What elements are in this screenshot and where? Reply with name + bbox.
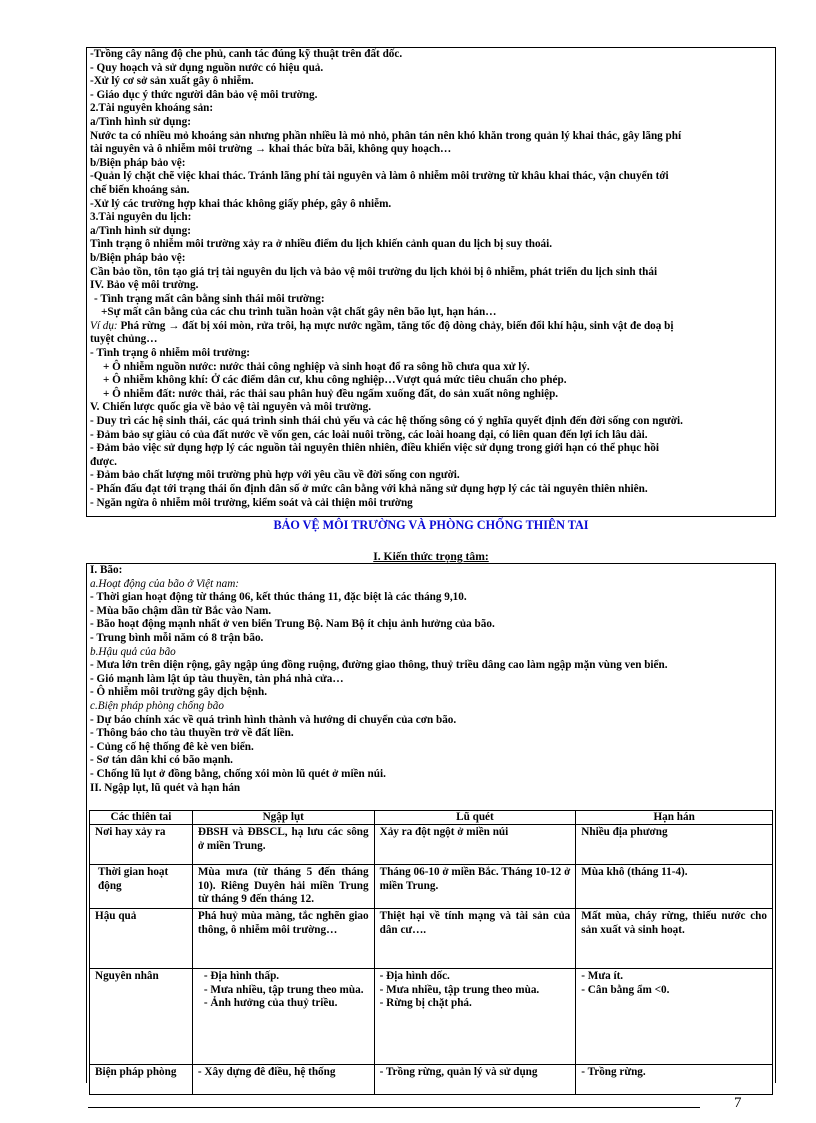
table-cell: Thiệt hại về tính mạng và tài sản của dân cư…. [374,909,576,969]
text-line: - Phấn đấu đạt tới trạng thái ổn định dân số ở mức cân bằng với khả năng sử dụng hợp lý các tài nguyên thiên nhiên. [90,483,648,495]
table-header: Lũ quét [374,811,576,825]
text-line: - Ngăn ngừa ô nhiễm môi trường, kiểm soát và cải thiện môi trường [90,496,413,509]
text-line: -Xử lý các trường hợp khai thác không giấy phép, gây ô nhiễm. [90,197,392,210]
text-line: - Trung bình mỗi năm có 8 trận bão. [90,631,264,644]
table-row [90,909,773,969]
table-cell: Mất mùa, cháy rừng, thiếu nước cho sản xuất và sinh hoạt. [576,909,773,969]
section-subtitle: I. Kiến thức trọng tâm: [373,550,489,563]
row-label: Nguyên nhân [90,969,193,1065]
table-cell: Phá huỷ mùa màng, tắc nghẽn giao thông, ô nhiễm môi trường… [192,909,374,969]
table-row [90,969,773,1065]
subheading: b/Biện pháp bảo vệ: [90,156,186,169]
table-header: Hạn hán [576,811,773,825]
text-line: - Mùa bão chậm dần từ Bắc vào Nam. [90,604,272,617]
table-cell [192,969,374,1065]
text-line: -Quản lý chặt chẽ việc khai thác. Tránh lãng phí tài nguyên và làm ô nhiễm môi trường từ khâu khai thác, vận chuyển tới [90,170,669,183]
subheading: a/Tình hình sử dụng: [90,224,191,237]
row-label: Thời gian hoạt động [90,865,193,909]
text-line: -Xử lý cơ sở sản xuất gây ô nhiễm. [90,75,254,88]
table-cell [374,969,576,1065]
page-number: 7 [734,1095,742,1111]
text-line: chế biến khoáng sản. [90,183,190,196]
text-line: - Mưa lớn trên diện rộng, gây ngập úng đồng ruộng, đường giao thông, thuỷ triều dâng cao làm ngập mặn vùng ven biển. [90,659,668,672]
text-line: - Tình trạng mất cân bằng sinh thái môi trường: [94,292,325,305]
table-cell: Xảy ra đột ngột ở miền núi [374,825,576,865]
cell-line: - Mưa ít. [581,970,624,983]
text-line: +Sự mất cân bằng của các chu trình tuần hoàn vật chất gây nên bão lụt, hạn hán… [101,306,497,319]
heading-storm: I. Bão: [90,564,123,576]
example-label: Ví dụ: [90,319,118,332]
text-line: tuyệt chủng… [90,333,158,346]
subheading: b/Biện pháp bảo vệ: [90,251,186,264]
table-cell: - Trồng rừng. [576,1065,773,1095]
text-line: - Duy trì các hệ sinh thái, các quá trình sinh thái chủ yếu và các hệ thống sông có ý nghĩa quyết định đến đời sống con người. [90,415,683,428]
text-line: - Tình trạng ô nhiễm môi trường: [90,347,251,360]
text-line: - Giáo dục ý thức người dân bảo vệ môi trường. [90,88,318,101]
cell-line: - Địa hình thấp. [203,970,280,983]
cell-line: - Địa hình dốc. [379,970,450,983]
content-box-resources [86,47,776,517]
text-line: + Ô nhiễm đất: nước thải, rác thải sau phân huỷ đều ngấm xuống đất, do sản xuất nông nghiệp. [103,387,559,400]
text-line: được. [90,455,117,468]
row-label: Nơi hay xảy ra [90,825,193,865]
text-line: Tình trạng ô nhiễm môi trường xảy ra ở nhiều điểm du lịch khiến cảnh quan du lịch bị suy thoái. [90,238,553,251]
text-line: - Quy hoạch và sử dụng nguồn nước có hiệu quả. [90,61,324,74]
example-line [90,320,772,334]
text-line: -Trồng cây nâng độ che phủ, canh tác đúng kỹ thuật trên đất dốc. [90,48,403,60]
text-line: - Bão hoạt động mạnh nhất ở ven biển Trung Bộ. Nam Bộ ít chịu ảnh hưởng của bão. [90,618,495,631]
heading-flood-drought: II. Ngập lụt, lũ quét và hạn hán [90,781,241,794]
text-line: - Thời gian hoạt động từ tháng 06, kết thúc tháng 11, đặc biệt là các tháng 9,10. [90,591,467,604]
table-row [90,1065,773,1095]
table-cell: Mùa mưa (từ tháng 5 đến tháng 10). Riêng Duyên hải miền Trung từ tháng 9 đến tháng 12. [192,865,374,909]
text-line: Nước ta có nhiều mỏ khoáng sản nhưng phần nhiều là mỏ nhỏ, phân tán nên khó khăn trong quản lý khai thác, gây lãng phí [90,129,682,142]
table-cell [576,969,773,1065]
table-cell: ĐBSH và ĐBSCL, hạ lưu các sông ở miền Trung. [192,825,374,865]
subheading: a/Tình hình sử dụng: [90,115,191,128]
heading-environment-protection: IV. Bảo vệ môi trường. [90,279,199,292]
footer-rule [88,1107,700,1108]
table-header-row [90,811,773,825]
text-line: - Thông báo cho tàu thuyền trở về đất liền. [90,727,294,740]
table-row [90,865,773,909]
cell-line: - Mưa nhiều, tập trung theo mùa. [379,983,540,996]
table-header: Ngập lụt [192,811,374,825]
text-line: - Gió mạnh làm lật úp tàu thuyền, tàn phá nhà cửa… [90,672,344,685]
cell-line: - Rừng bị chặt phá. [379,997,472,1010]
cell-line: - Mưa nhiều, tập trung theo mùa. [203,983,364,996]
cell-line: - Ảnh hưởng của thuỷ triều. [203,997,338,1010]
text-line: + Ô nhiễm nguồn nước: nước thải công nghiệp và sinh hoạt đổ ra sông hồ chưa qua xử lý. [103,360,530,373]
text-line: - Ô nhiễm môi trường gây dịch bệnh. [90,686,268,699]
text-line: - Đảm bảo chất lượng môi trường phù hợp với yêu cầu về đời sống con người. [90,469,460,482]
heading-tourism-resources: 3.Tài nguyên du lịch: [90,211,192,224]
text-line: - Chống lũ lụt ở đồng bằng, chống xói mòn lũ quét ở miền núi. [90,767,386,780]
text-line: - Đảm bảo việc sử dụng hợp lý các nguồn tài nguyên thiên nhiên, điều khiển việc sử dụng trong giới hạn có thể phục hồi [90,442,659,455]
subheading-storm-activity: a.Hoạt động của bão ở Việt nam: [90,577,240,590]
table-cell: - Trồng rừng, quản lý và sử dụng [374,1065,576,1095]
table-cell: Nhiều địa phương [576,825,773,865]
text-line: + Ô nhiễm không khí: Ở các điểm dân cư, khu công nghiệp…Vượt quá mức tiêu chuẩn cho phép. [103,374,567,387]
text-line: tài nguyên và ô nhiễm môi trường → khai thác bừa bãi, không quy hoạch… [90,143,452,156]
subheading-storm-consequences: b.Hậu quả của bão [90,645,176,658]
heading-national-strategy: V. Chiến lược quốc gia về bảo vệ tài nguyên và môi trường. [90,401,372,414]
table-header: Các thiên tai [90,811,193,825]
table-cell: - Xây dựng đê điều, hệ thống [192,1065,374,1095]
text-line: Cần bảo tồn, tôn tạo giá trị tài nguyên du lịch và bảo vệ môi trường du lịch khỏi bị ô nhiễm, phát triển du lịch sinh thái [90,265,658,278]
text-line: - Sơ tán dân khi có bão mạnh. [90,754,233,767]
example-text: Phá rừng → đất bị xói mòn, rửa trôi, hạ mực nước ngầm, tăng tốc độ dòng chảy, biến đổi khí hậu, sinh vật đe doạ bị [120,319,674,332]
text-line: - Dự báo chính xác về quá trình hình thành và hướng di chuyển của cơn bão. [90,713,457,726]
row-label: Hậu quả [90,909,193,969]
disaster-table [89,810,773,1095]
table-cell: Tháng 06-10 ở miền Bắc. Tháng 10-12 ở miền Trung. [374,865,576,909]
table-cell: Mùa khô (tháng 11-4). [576,865,773,909]
text-line: - Đảm bảo sự giàu có của đất nước về vốn gen, các loài nuôi trồng, các loài hoang dại, có liên quan đến lợi ích lâu dài. [90,428,648,441]
heading-mineral-resources: 2.Tài nguyên khoáng sản: [90,102,214,115]
cell-line: - Cân bằng ẩm <0. [581,983,670,996]
row-label: Biện pháp phòng [90,1065,193,1095]
section-title: BẢO VỆ MÔI TRƯỜNG VÀ PHÒNG CHỐNG THIÊN TAI [273,518,589,532]
text-line: - Củng cố hệ thống đê kè ven biển. [90,740,254,753]
subheading-storm-prevention: c.Biện pháp phòng chống bão [90,699,224,712]
table-row [90,825,773,865]
